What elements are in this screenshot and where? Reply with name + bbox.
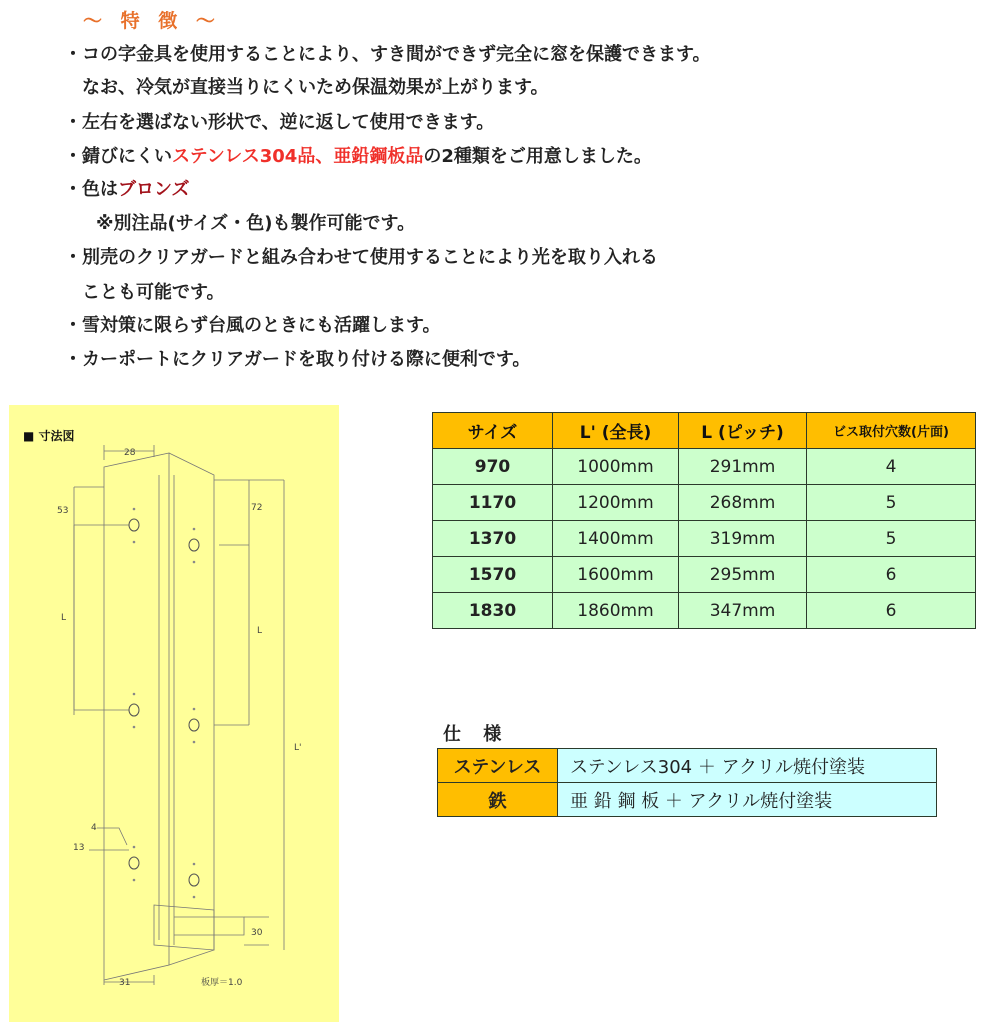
feature-line-4-highlight: ステンレス304品、亜鉛鋼板品 [172, 146, 424, 167]
cell-pitch: 319mm [679, 521, 807, 557]
hole-lower-left [129, 857, 139, 869]
cell-screw-holes: 6 [807, 593, 976, 629]
dim-right-upper: 72 [251, 503, 263, 513]
spec-label: 鉄 [438, 783, 558, 817]
spec-table [437, 748, 937, 817]
cell-screw-holes: 4 [807, 449, 976, 485]
spec-value: 亜 鉛 鋼 板 ＋ アクリル焼付塗装 [558, 783, 937, 817]
cell-pitch: 295mm [679, 557, 807, 593]
feature-line-6: ※別注品(サイズ・色)も製作可能です。 [96, 213, 416, 234]
feature-color-bronze: ブロンズ [118, 179, 190, 200]
cell-size: 1830 [433, 593, 553, 629]
hole-middle-left [129, 704, 139, 716]
cell-size: 970 [433, 449, 553, 485]
cell-total-length: 1600mm [553, 557, 679, 593]
dim-bottom-right: 30 [251, 928, 263, 938]
dim-l-total: L' [294, 743, 302, 753]
cell-pitch: 291mm [679, 449, 807, 485]
table-row [433, 485, 976, 521]
feature-line-5-pre: ・色は [64, 179, 118, 200]
drawing-title: ■ 寸法図 [23, 429, 75, 443]
feature-line-7: ・別売のクリアガードと組み合わせて使用することにより光を取り入れる [64, 247, 658, 268]
spec-row-stainless [438, 749, 937, 783]
feature-line-2: なお、冷気が直接当りにくいため保温効果が上がります。 [82, 77, 549, 98]
hole-middle-right [189, 719, 199, 731]
dimension-drawing-panel [9, 405, 339, 1022]
dim-thickness: 板厚＝1.0 [201, 978, 243, 988]
feature-line-9: ・雪対策に限らず台風のときにも活躍します。 [64, 315, 441, 336]
cell-screw-holes: 6 [807, 557, 976, 593]
feature-line-8: ことも可能です。 [82, 282, 225, 303]
feature-line-4 [64, 145, 652, 169]
size-table [432, 412, 976, 629]
dim-hole-offset: 13 [73, 843, 85, 853]
feature-line-4-pre: ・錆びにくい [64, 146, 172, 167]
cell-size: 1370 [433, 521, 553, 557]
feature-line-3: ・左右を選ばない形状で、逆に返して使用できます。 [64, 112, 495, 133]
hole-upper-left [129, 519, 139, 531]
spec-row-iron [438, 783, 937, 817]
cell-size: 1170 [433, 485, 553, 521]
feature-line-1: ・コの字金具を使用することにより、すき間ができず完全に窓を保護できます。 [64, 44, 711, 65]
features-title: ～ 特 徴 ～ [83, 10, 221, 32]
cell-total-length: 1400mm [553, 521, 679, 557]
col-pitch: L (ピッチ) [679, 413, 807, 449]
col-total-length: L' (全長) [553, 413, 679, 449]
dimension-drawing [9, 405, 339, 1022]
dim-left-upper: 53 [57, 506, 69, 516]
table-row [433, 521, 976, 557]
cell-size: 1570 [433, 557, 553, 593]
table-row [433, 449, 976, 485]
dim-hole-diameter: 4 [91, 823, 97, 833]
spec-label: ステンレス [438, 749, 558, 783]
dim-l-right: L [257, 626, 263, 636]
feature-line-10: ・カーポートにクリアガードを取り付ける際に便利です。 [64, 349, 531, 370]
spec-title: 仕 様 [443, 724, 510, 745]
feature-line-4-post: の2種類をご用意しました。 [423, 146, 652, 167]
size-table-header [433, 413, 976, 449]
hole-upper-right [189, 539, 199, 551]
cell-pitch: 268mm [679, 485, 807, 521]
spec-value: ステンレス304 ＋ アクリル焼付塗装 [558, 749, 937, 783]
cell-pitch: 347mm [679, 593, 807, 629]
cell-total-length: 1200mm [553, 485, 679, 521]
col-screw-holes: ビス取付穴数(片面) [807, 413, 976, 449]
hole-lower-right [189, 874, 199, 886]
cell-total-length: 1000mm [553, 449, 679, 485]
cell-screw-holes: 5 [807, 521, 976, 557]
col-size: サイズ [433, 413, 553, 449]
table-row [433, 557, 976, 593]
cell-screw-holes: 5 [807, 485, 976, 521]
cell-total-length: 1860mm [553, 593, 679, 629]
dim-top: 28 [124, 448, 136, 458]
dim-l-left: L [61, 613, 67, 623]
bracket-right-face [169, 453, 214, 965]
table-row [433, 593, 976, 629]
feature-line-5 [64, 178, 189, 202]
dim-bottom-left: 31 [119, 978, 131, 988]
